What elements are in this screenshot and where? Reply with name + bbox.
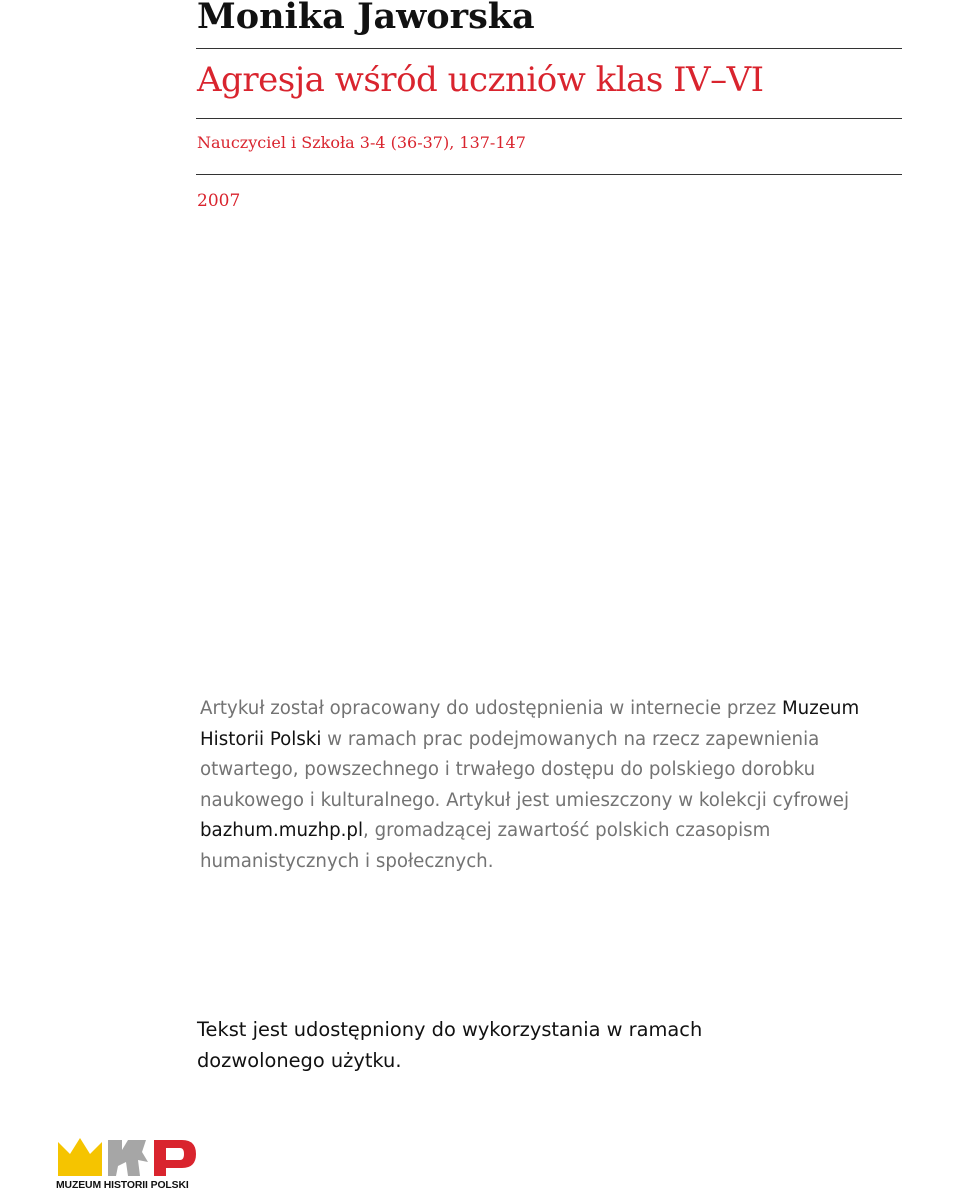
mhp-logo	[56, 1136, 206, 1194]
article-title: Agresja wśród uczniów klas IV–VI	[197, 60, 764, 100]
note-text: w ramach prac podejmowanych na rzecz zapewnienia otwartego, powszechnego i trwałego dostępu do polskiego dorobku naukowego i kulturalnego. Artykuł jest umieszczony w kolekcji cyfrowej	[200, 728, 850, 811]
logo-caption: MUZEUM HISTORII POLSKI	[56, 1180, 189, 1191]
divider	[196, 174, 902, 175]
museum-name: Muzeum Historii Polski	[200, 698, 860, 750]
eagle-shape	[108, 1140, 148, 1176]
divider	[196, 118, 902, 119]
note-text: , gromadzącej zawartość polskich czasopism humanistycznych i społecznych.	[200, 820, 771, 872]
divider	[196, 48, 902, 49]
author-name: Monika Jaworska	[197, 0, 535, 37]
publication-year: 2007	[197, 191, 241, 211]
note-text: Artykuł został opracowany do udostępnienia w internecie przez	[200, 698, 782, 719]
journal-citation: Nauczyciel i Szkoła 3-4 (36-37), 137-147	[197, 133, 526, 152]
license-notice: Tekst jest udostępniony do wykorzystania w ramach dozwolonego użytku.	[197, 1018, 703, 1072]
digitization-note	[200, 694, 900, 877]
repository-link[interactable]: bazhum.muzhp.pl	[200, 820, 364, 841]
mhp-logo-icon	[56, 1136, 206, 1180]
crown-shape	[58, 1138, 102, 1176]
p-shape	[154, 1140, 196, 1176]
